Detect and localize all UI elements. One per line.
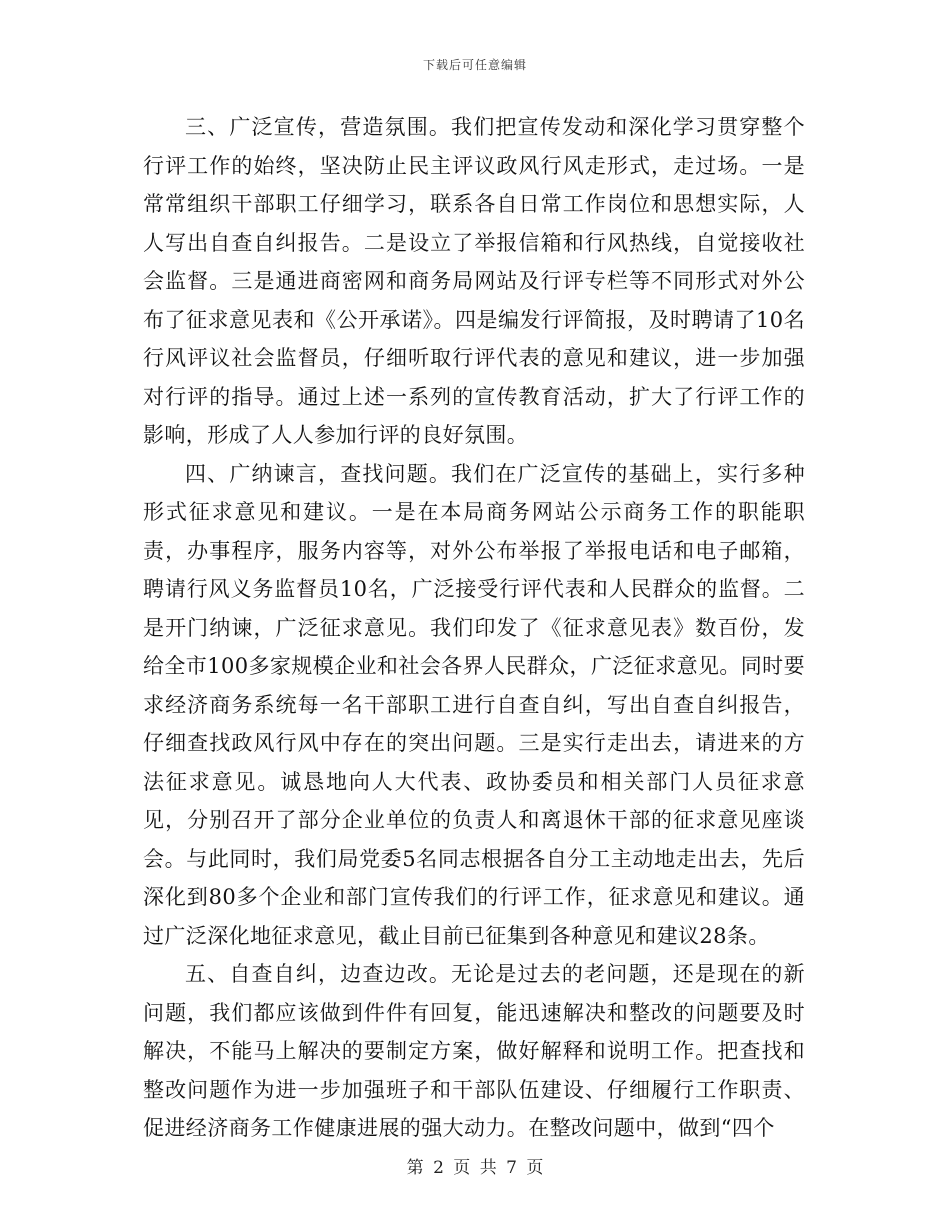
- page-number-footer: 第 2 页 共 7 页: [406, 1158, 544, 1178]
- paragraph-solicit-opinions: 四、广纳谏言，查找问题。我们在广泛宣传的基础上，实行多种形式征求意见和建议。一是在本局商务网站公示商务工作的职能职责，办事程序，服务内容等，对外公布举报了举报电话和电子邮箱，聘请行风义务监督员10名，广泛接受行评代表和人民群众的监督。二是开门纳谏，广泛征求意见。我们印发了《征求意见表》数百份，发给全市100多家规模企业和社会各界人民群众，广泛征求意见。同时要求经济商务系统每一名干部职工进行自查自纠，写出自查自纠报告，仔细查找政风行风中存在的突出问题。三是实行走出去，请进来的方法征求意见。诚恳地向人大代表、政协委员和相关部门人员征求意见，分别召开了部分企业单位的负责人和离退休干部的征求意见座谈会。与此同时，我们局党委5名同志根据各自分工主动地走出去，先后深化到80多个企业和部门宣传我们的行评工作，征求意见和建议。通过广泛深化地征求意见，截止目前已征集到各种意见和建议28条。: [143, 461, 805, 948]
- page-header: 下载后可任意编辑: [422, 58, 527, 72]
- paragraph-publicity: 三、广泛宣传，营造氛围。我们把宣传发动和深化学习贯穿整个行评工作的始终，坚决防止民主评议政风行风走形式，走过场。一是常常组织干部职工仔细学习，联系各自日常工作岗位和思想实际，人人写出自查自纠报告。二是设立了举报信箱和行风热线，自觉接收社会监督。三是通进商密网和商务局网站及行评专栏等不同形式对外公布了征求意见表和《公开承诺》。四是编发行评简报，及时聘请了10名行风评议社会监督员，仔细听取行评代表的意见和建议，进一步加强对行评的指导。通过上述一系列的宣传教育活动，扩大了行评工作的影响，形成了人人参加行评的良好氛围。: [143, 115, 805, 447]
- document-body: [143, 108, 805, 1148]
- paragraph-self-inspection: 五、自查自纠，边查边改。无论是过去的老问题，还是现在的新问题，我们都应该做到件件有回复，能迅速解决和整改的问题要及时解决，不能马上解决的要制定方案，做好解释和说明工作。把查找和整改问题作为进一步加强班子和干部队伍建设、仔细履行工作职责、促进经济商务工作健康进展的强大动力。在整改问题中，做到“四个: [143, 962, 805, 1140]
